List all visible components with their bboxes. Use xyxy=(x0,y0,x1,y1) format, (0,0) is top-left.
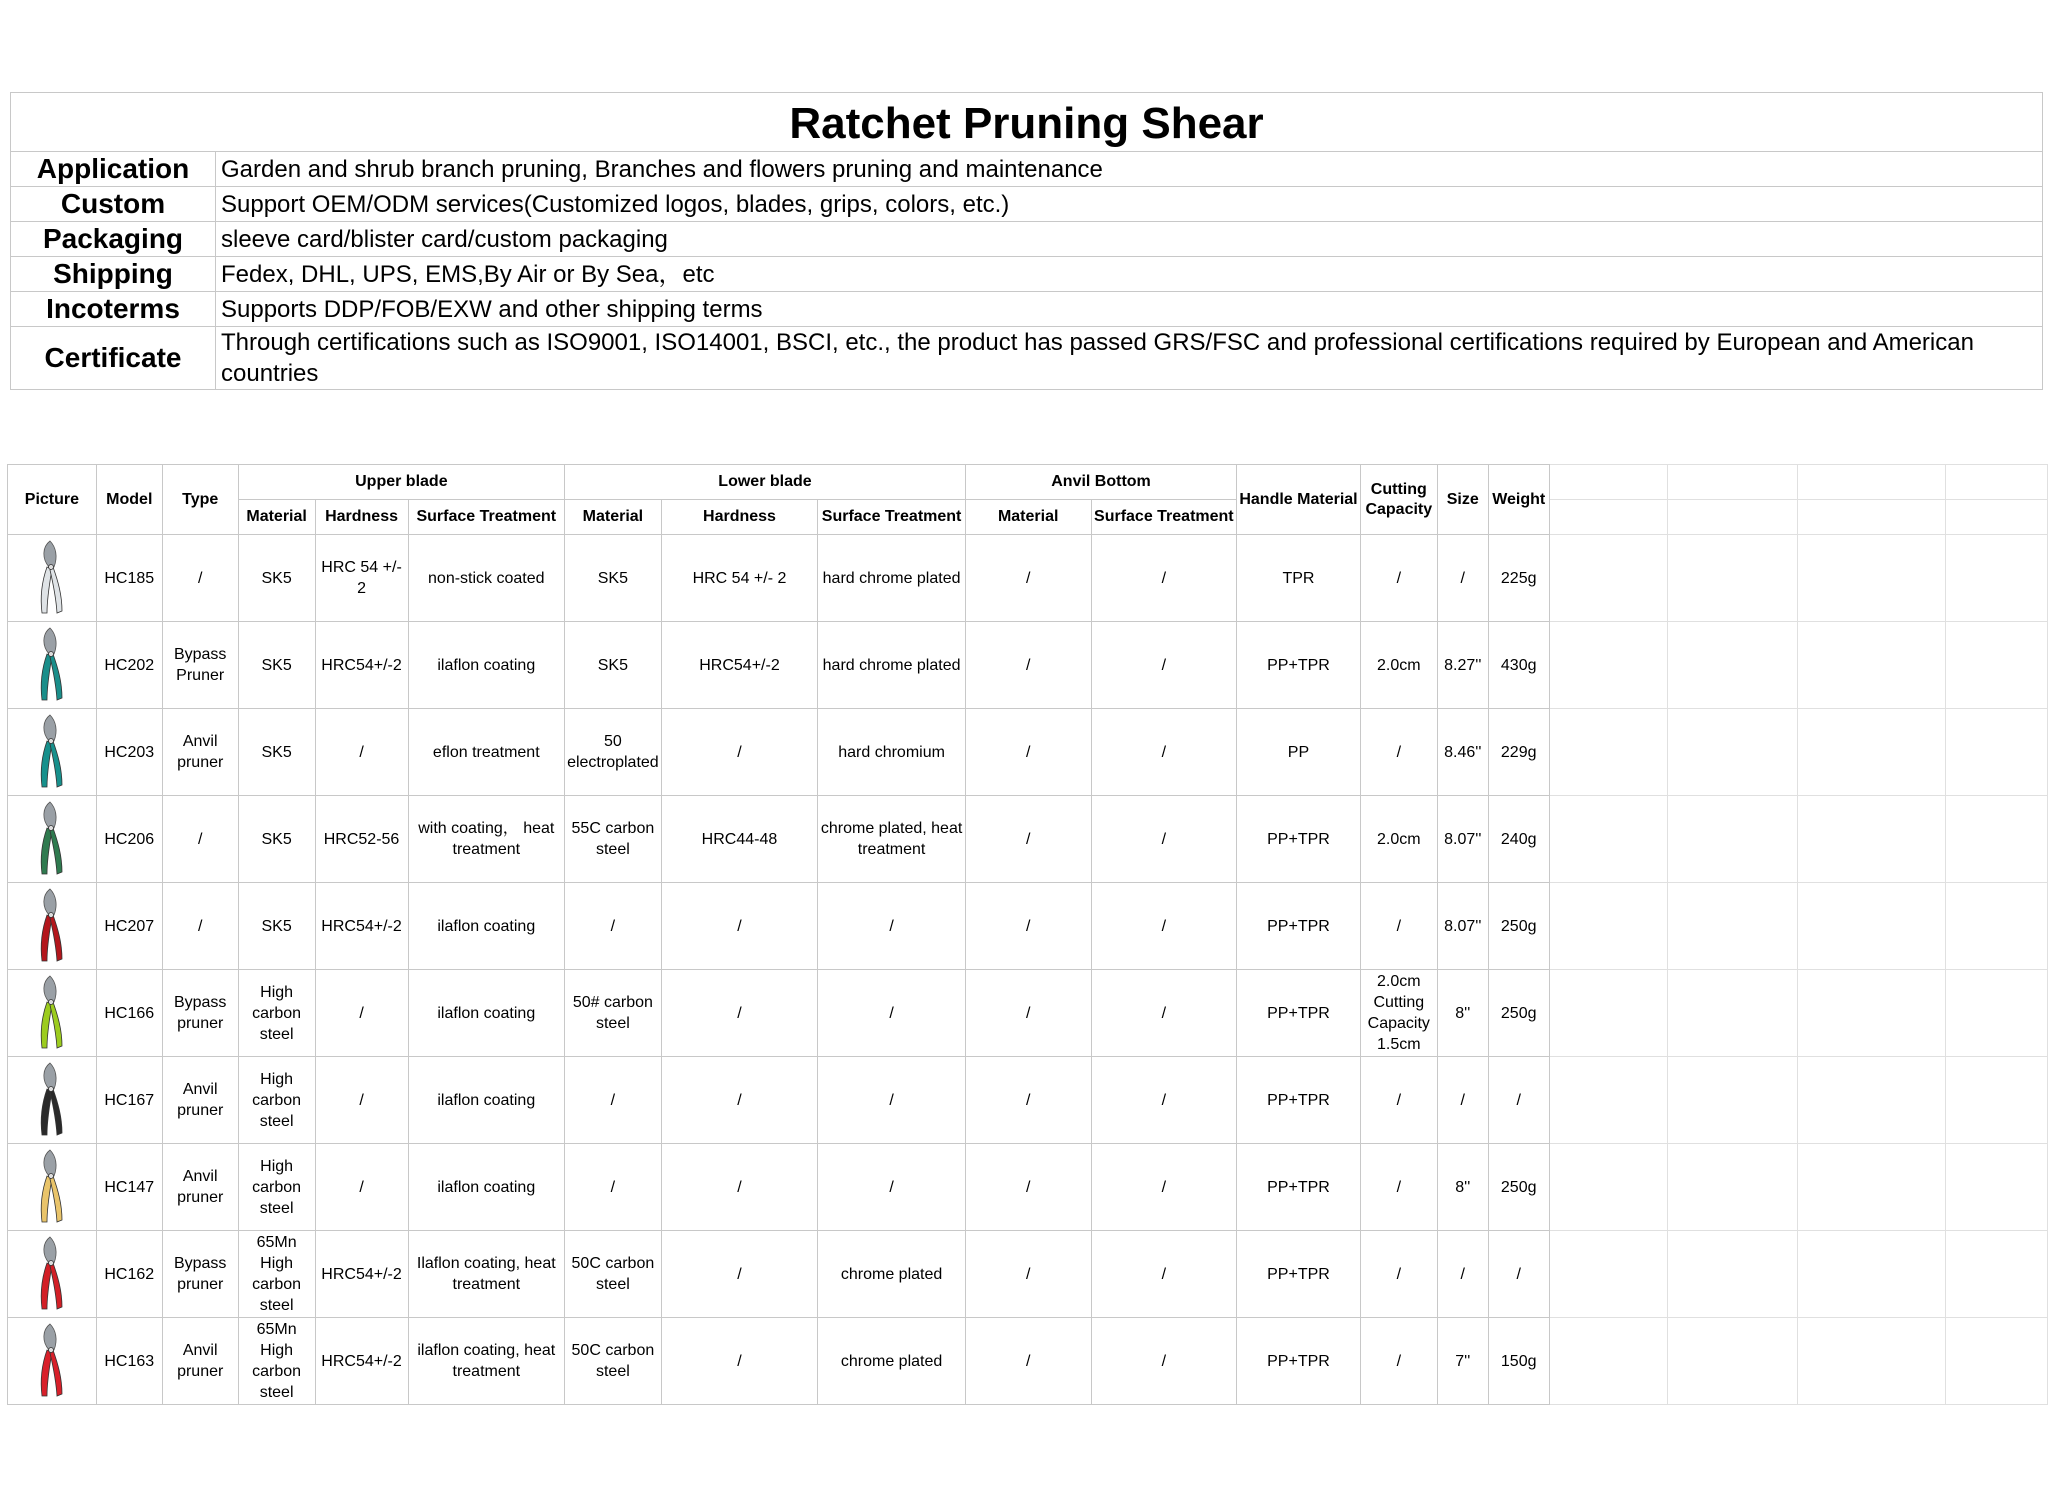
info-label: Custom xyxy=(11,187,216,222)
size-cell: 7'' xyxy=(1437,1318,1488,1405)
anvil-surface-cell: / xyxy=(1091,970,1237,1057)
lower-material-cell: 50# carbon steel xyxy=(565,970,662,1057)
picture-cell xyxy=(8,622,97,709)
anvil-surface-cell: / xyxy=(1091,622,1237,709)
model-cell: HC166 xyxy=(96,970,162,1057)
handle-material-cell: PP xyxy=(1237,709,1361,796)
empty-cell xyxy=(1549,709,1667,796)
header-anvil-surface: Surface Treatment xyxy=(1091,500,1237,535)
anvil-surface-cell: / xyxy=(1091,1318,1237,1405)
product-row xyxy=(8,1144,2048,1231)
lower-surface-cell: hard chromium xyxy=(818,709,966,796)
cutting-capacity-cell: 2.0cm Cutting Capacity 1.5cm xyxy=(1360,970,1437,1057)
upper-surface-cell: Ilaflon coating, heat treatment xyxy=(408,1231,565,1318)
type-cell: Anvil pruner xyxy=(162,1318,238,1405)
info-row xyxy=(11,327,2043,390)
lower-material-cell: / xyxy=(565,1057,662,1144)
empty-cell xyxy=(1668,709,1798,796)
weight-cell: / xyxy=(1488,1231,1549,1318)
weight-cell: 150g xyxy=(1488,1318,1549,1405)
empty-cell xyxy=(1946,709,2048,796)
size-cell: 8.07'' xyxy=(1437,883,1488,970)
handle-material-cell: PP+TPR xyxy=(1237,1231,1361,1318)
empty-cell xyxy=(1798,1144,1946,1231)
info-row xyxy=(11,292,2043,327)
lower-hardness-cell: HRC54+/-2 xyxy=(661,622,818,709)
empty-cell xyxy=(1798,535,1946,622)
lower-hardness-cell: HRC44-48 xyxy=(661,796,818,883)
product-row xyxy=(8,1318,2048,1405)
upper-surface-cell: ilaflon coating xyxy=(408,970,565,1057)
product-row xyxy=(8,1057,2048,1144)
info-label: Application xyxy=(11,152,216,187)
lower-surface-cell: / xyxy=(818,970,966,1057)
header-handle-material: Handle Material xyxy=(1237,465,1361,535)
empty-cell xyxy=(1549,622,1667,709)
picture-cell xyxy=(8,1057,97,1144)
model-cell: HC147 xyxy=(96,1144,162,1231)
product-row xyxy=(8,622,2048,709)
pruning-shear-icon xyxy=(32,626,72,704)
anvil-material-cell: / xyxy=(965,1144,1091,1231)
lower-hardness-cell: / xyxy=(661,1318,818,1405)
upper-material-cell: 65Mn High carbon steel xyxy=(238,1231,315,1318)
empty-cell xyxy=(1946,970,2048,1057)
info-row xyxy=(11,257,2043,292)
anvil-surface-cell: / xyxy=(1091,1231,1237,1318)
lower-surface-cell: / xyxy=(818,883,966,970)
empty-cell xyxy=(1946,622,2048,709)
anvil-material-cell: / xyxy=(965,622,1091,709)
type-cell: Anvil pruner xyxy=(162,709,238,796)
picture-cell xyxy=(8,883,97,970)
handle-material-cell: PP+TPR xyxy=(1237,970,1361,1057)
lower-surface-cell: / xyxy=(818,1057,966,1144)
model-cell: HC185 xyxy=(96,535,162,622)
header-size: Size xyxy=(1437,465,1488,535)
anvil-material-cell: / xyxy=(965,1318,1091,1405)
type-cell: Anvil pruner xyxy=(162,1057,238,1144)
anvil-material-cell: / xyxy=(965,883,1091,970)
empty-cell xyxy=(1549,796,1667,883)
pruning-shear-icon xyxy=(32,1235,72,1313)
upper-material-cell: High carbon steel xyxy=(238,970,315,1057)
model-cell: HC207 xyxy=(96,883,162,970)
cutting-capacity-cell: 2.0cm xyxy=(1360,796,1437,883)
upper-material-cell: SK5 xyxy=(238,796,315,883)
header-lower-hardness: Hardness xyxy=(661,500,818,535)
empty-cell xyxy=(1668,883,1798,970)
handle-material-cell: PP+TPR xyxy=(1237,796,1361,883)
cutting-capacity-cell: / xyxy=(1360,883,1437,970)
type-cell: Bypass pruner xyxy=(162,970,238,1057)
anvil-surface-cell: / xyxy=(1091,1057,1237,1144)
lower-material-cell: 55C carbon steel xyxy=(565,796,662,883)
anvil-surface-cell: / xyxy=(1091,883,1237,970)
header-picture: Picture xyxy=(8,465,97,535)
upper-surface-cell: eflon treatment xyxy=(408,709,565,796)
empty-cell xyxy=(1549,1144,1667,1231)
spec-info-table xyxy=(10,92,2043,390)
header-upper-blade: Upper blade xyxy=(238,465,564,500)
size-cell: 8'' xyxy=(1437,970,1488,1057)
empty-cell xyxy=(1946,535,2048,622)
weight-cell: 250g xyxy=(1488,970,1549,1057)
upper-hardness-cell: HRC54+/-2 xyxy=(315,1318,408,1405)
empty-cell xyxy=(1946,465,2048,500)
empty-cell xyxy=(1549,1318,1667,1405)
product-spec-table xyxy=(7,464,2048,1405)
header-anvil-bottom: Anvil Bottom xyxy=(965,465,1236,500)
cutting-capacity-cell: / xyxy=(1360,709,1437,796)
anvil-material-cell: / xyxy=(965,970,1091,1057)
empty-cell xyxy=(1798,970,1946,1057)
lower-material-cell: 50C carbon steel xyxy=(565,1318,662,1405)
size-cell: / xyxy=(1437,535,1488,622)
upper-surface-cell: ilaflon coating, heat treatment xyxy=(408,1318,565,1405)
header-lower-material: Material xyxy=(565,500,662,535)
empty-cell xyxy=(1946,1318,2048,1405)
upper-hardness-cell: / xyxy=(315,709,408,796)
upper-material-cell: SK5 xyxy=(238,883,315,970)
model-cell: HC163 xyxy=(96,1318,162,1405)
size-cell: 8.07'' xyxy=(1437,796,1488,883)
handle-material-cell: PP+TPR xyxy=(1237,1144,1361,1231)
cutting-capacity-cell: / xyxy=(1360,1231,1437,1318)
upper-surface-cell: non-stick coated xyxy=(408,535,565,622)
header-cutting-capacity: Cutting Capacity xyxy=(1360,465,1437,535)
upper-hardness-cell: HRC54+/-2 xyxy=(315,622,408,709)
header-lower-surface: Surface Treatment xyxy=(818,500,966,535)
empty-cell xyxy=(1668,1057,1798,1144)
info-label: Incoterms xyxy=(11,292,216,327)
anvil-material-cell: / xyxy=(965,1057,1091,1144)
type-cell: Bypass pruner xyxy=(162,1231,238,1318)
info-row xyxy=(11,152,2043,187)
empty-cell xyxy=(1946,1231,2048,1318)
empty-cell xyxy=(1668,796,1798,883)
lower-material-cell: / xyxy=(565,883,662,970)
info-value: Through certifications such as ISO9001, ISO14001, BSCI, etc., the product has passed GRS/FSC and professional certifications required by European and American countries xyxy=(216,327,2043,390)
info-value: Fedex, DHL, UPS, EMS,By Air or By Sea，etc xyxy=(216,257,2043,292)
cutting-capacity-cell: / xyxy=(1360,535,1437,622)
upper-material-cell: 65Mn High carbon steel xyxy=(238,1318,315,1405)
type-cell: Anvil pruner xyxy=(162,1144,238,1231)
empty-cell xyxy=(1668,622,1798,709)
type-cell: / xyxy=(162,535,238,622)
upper-surface-cell: with coating， heat treatment xyxy=(408,796,565,883)
empty-cell xyxy=(1668,1318,1798,1405)
empty-cell xyxy=(1946,883,2048,970)
empty-cell xyxy=(1549,465,1667,500)
product-row xyxy=(8,883,2048,970)
pruning-shear-icon xyxy=(32,713,72,791)
picture-cell xyxy=(8,535,97,622)
size-cell: / xyxy=(1437,1231,1488,1318)
empty-cell xyxy=(1946,500,2048,535)
info-value: Supports DDP/FOB/EXW and other shipping terms xyxy=(216,292,2043,327)
lower-material-cell: SK5 xyxy=(565,622,662,709)
upper-material-cell: High carbon steel xyxy=(238,1144,315,1231)
empty-cell xyxy=(1668,535,1798,622)
weight-cell: 250g xyxy=(1488,883,1549,970)
header-lower-blade: Lower blade xyxy=(565,465,966,500)
lower-hardness-cell: / xyxy=(661,1144,818,1231)
size-cell: 8'' xyxy=(1437,1144,1488,1231)
anvil-surface-cell: / xyxy=(1091,1144,1237,1231)
lower-hardness-cell: / xyxy=(661,883,818,970)
model-cell: HC202 xyxy=(96,622,162,709)
upper-hardness-cell: / xyxy=(315,970,408,1057)
header-upper-material: Material xyxy=(238,500,315,535)
empty-cell xyxy=(1668,1231,1798,1318)
lower-surface-cell: / xyxy=(818,1144,966,1231)
anvil-material-cell: / xyxy=(965,535,1091,622)
empty-cell xyxy=(1798,1231,1946,1318)
upper-surface-cell: ilaflon coating xyxy=(408,622,565,709)
type-cell: Bypass Pruner xyxy=(162,622,238,709)
pruning-shear-icon xyxy=(32,887,72,965)
info-value: sleeve card/blister card/custom packaging xyxy=(216,222,2043,257)
empty-cell xyxy=(1549,970,1667,1057)
upper-hardness-cell: HRC 54 +/- 2 xyxy=(315,535,408,622)
lower-hardness-cell: HRC 54 +/- 2 xyxy=(661,535,818,622)
product-row xyxy=(8,970,2048,1057)
empty-cell xyxy=(1798,796,1946,883)
lower-material-cell: / xyxy=(565,1144,662,1231)
upper-material-cell: High carbon steel xyxy=(238,1057,315,1144)
empty-cell xyxy=(1798,709,1946,796)
lower-hardness-cell: / xyxy=(661,1231,818,1318)
empty-cell xyxy=(1798,883,1946,970)
picture-cell xyxy=(8,709,97,796)
handle-material-cell: TPR xyxy=(1237,535,1361,622)
header-anvil-material: Material xyxy=(965,500,1091,535)
lower-material-cell: 50 electroplated xyxy=(565,709,662,796)
info-value: Garden and shrub branch pruning, Branches and flowers pruning and maintenance xyxy=(216,152,2043,187)
size-cell: / xyxy=(1437,1057,1488,1144)
type-cell: / xyxy=(162,883,238,970)
weight-cell: 225g xyxy=(1488,535,1549,622)
picture-cell xyxy=(8,970,97,1057)
upper-surface-cell: ilaflon coating xyxy=(408,883,565,970)
lower-material-cell: 50C carbon steel xyxy=(565,1231,662,1318)
empty-cell xyxy=(1549,883,1667,970)
lower-surface-cell: hard chrome plated xyxy=(818,535,966,622)
model-cell: HC167 xyxy=(96,1057,162,1144)
handle-material-cell: PP+TPR xyxy=(1237,883,1361,970)
anvil-surface-cell: / xyxy=(1091,535,1237,622)
model-cell: HC203 xyxy=(96,709,162,796)
empty-cell xyxy=(1946,1144,2048,1231)
lower-hardness-cell: / xyxy=(661,970,818,1057)
empty-cell xyxy=(1549,1057,1667,1144)
size-cell: 8.27'' xyxy=(1437,622,1488,709)
lower-surface-cell: chrome plated xyxy=(818,1318,966,1405)
header-type: Type xyxy=(162,465,238,535)
picture-cell xyxy=(8,1231,97,1318)
upper-surface-cell: ilaflon coating xyxy=(408,1057,565,1144)
empty-cell xyxy=(1798,465,1946,500)
page-title: Ratchet Pruning Shear xyxy=(11,93,2043,152)
info-label: Packaging xyxy=(11,222,216,257)
info-value: Support OEM/ODM services(Customized logos, blades, grips, colors, etc.) xyxy=(216,187,2043,222)
info-row xyxy=(11,187,2043,222)
weight-cell: 250g xyxy=(1488,1144,1549,1231)
lower-hardness-cell: / xyxy=(661,1057,818,1144)
anvil-material-cell: / xyxy=(965,1231,1091,1318)
pruning-shear-icon xyxy=(32,1322,72,1400)
picture-cell xyxy=(8,1144,97,1231)
header-weight: Weight xyxy=(1488,465,1549,535)
handle-material-cell: PP+TPR xyxy=(1237,1057,1361,1144)
picture-cell xyxy=(8,1318,97,1405)
lower-surface-cell: chrome plated xyxy=(818,1231,966,1318)
empty-cell xyxy=(1798,500,1946,535)
empty-cell xyxy=(1668,1144,1798,1231)
product-row xyxy=(8,709,2048,796)
empty-cell xyxy=(1946,796,2048,883)
weight-cell: 240g xyxy=(1488,796,1549,883)
picture-cell xyxy=(8,796,97,883)
upper-surface-cell: ilaflon coating xyxy=(408,1144,565,1231)
empty-cell xyxy=(1798,1318,1946,1405)
anvil-material-cell: / xyxy=(965,709,1091,796)
info-row xyxy=(11,222,2043,257)
upper-material-cell: SK5 xyxy=(238,535,315,622)
product-row xyxy=(8,796,2048,883)
cutting-capacity-cell: / xyxy=(1360,1144,1437,1231)
type-cell: / xyxy=(162,796,238,883)
empty-cell xyxy=(1798,622,1946,709)
empty-cell xyxy=(1668,500,1798,535)
empty-cell xyxy=(1549,500,1667,535)
upper-hardness-cell: HRC54+/-2 xyxy=(315,1231,408,1318)
empty-cell xyxy=(1549,535,1667,622)
pruning-shear-icon xyxy=(32,539,72,617)
empty-cell xyxy=(1668,970,1798,1057)
cutting-capacity-cell: 2.0cm xyxy=(1360,622,1437,709)
cutting-capacity-cell: / xyxy=(1360,1057,1437,1144)
handle-material-cell: PP+TPR xyxy=(1237,1318,1361,1405)
empty-cell xyxy=(1946,1057,2048,1144)
handle-material-cell: PP+TPR xyxy=(1237,622,1361,709)
lower-material-cell: SK5 xyxy=(565,535,662,622)
upper-hardness-cell: / xyxy=(315,1144,408,1231)
empty-cell xyxy=(1549,1231,1667,1318)
model-cell: HC162 xyxy=(96,1231,162,1318)
empty-cell xyxy=(1668,465,1798,500)
header-model: Model xyxy=(96,465,162,535)
pruning-shear-icon xyxy=(32,1148,72,1226)
weight-cell: 229g xyxy=(1488,709,1549,796)
anvil-surface-cell: / xyxy=(1091,709,1237,796)
pruning-shear-icon xyxy=(32,800,72,878)
product-row xyxy=(8,1231,2048,1318)
pruning-shear-icon xyxy=(32,974,72,1052)
upper-hardness-cell: HRC54+/-2 xyxy=(315,883,408,970)
size-cell: 8.46'' xyxy=(1437,709,1488,796)
anvil-material-cell: / xyxy=(965,796,1091,883)
cutting-capacity-cell: / xyxy=(1360,1318,1437,1405)
lower-surface-cell: chrome plated, heat treatment xyxy=(818,796,966,883)
model-cell: HC206 xyxy=(96,796,162,883)
weight-cell: 430g xyxy=(1488,622,1549,709)
empty-cell xyxy=(1798,1057,1946,1144)
upper-hardness-cell: / xyxy=(315,1057,408,1144)
info-label: Shipping xyxy=(11,257,216,292)
header-upper-surface: Surface Treatment xyxy=(408,500,565,535)
lower-surface-cell: hard chrome plated xyxy=(818,622,966,709)
product-row xyxy=(8,535,2048,622)
upper-material-cell: SK5 xyxy=(238,622,315,709)
header-upper-hardness: Hardness xyxy=(315,500,408,535)
upper-hardness-cell: HRC52-56 xyxy=(315,796,408,883)
pruning-shear-icon xyxy=(32,1061,72,1139)
weight-cell: / xyxy=(1488,1057,1549,1144)
lower-hardness-cell: / xyxy=(661,709,818,796)
anvil-surface-cell: / xyxy=(1091,796,1237,883)
info-label: Certificate xyxy=(11,327,216,390)
upper-material-cell: SK5 xyxy=(238,709,315,796)
